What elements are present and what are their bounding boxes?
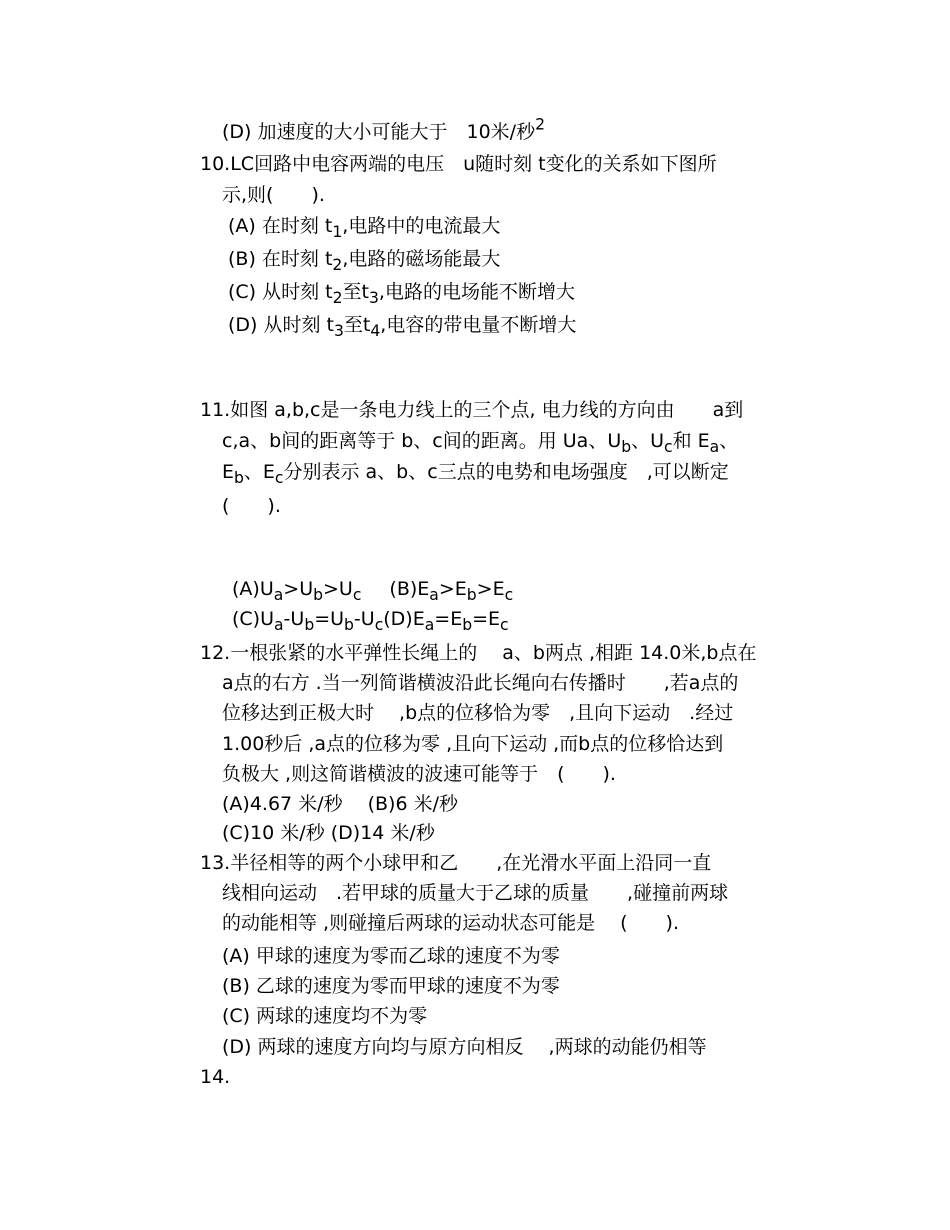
q10-option-c: (C) 从时刻 $t_2$至$t_3$,电路的电场能不断增大 xyxy=(228,281,575,307)
q12-options-row1: (A)4.67 米/秒 (B)6 米/秒 xyxy=(222,793,458,815)
q14-label: 14. xyxy=(200,1066,231,1088)
q10-stem-line2: 示,则( ). xyxy=(222,184,325,206)
q13-option-b: (B) 乙球的速度为零而甲球的速度不为零 xyxy=(222,975,560,997)
q9-option-d: (D) 加速度的大小可能大于 10米/秒$^2$ xyxy=(222,115,545,143)
q12-stem-line5: 负极大 ,则这简谐横波的波速可能等于 ( ). xyxy=(222,763,616,785)
q12-stem-line4: 1.00秒后 ,a点的位移为零 ,且向下运动 ,而b点的位移恰达到 xyxy=(222,733,724,755)
q11-stem-line2: c,a、b间的距离等于 b、c间的距离。用 Ua、$U_b$、$U_c$和 $E_a$、 xyxy=(222,430,739,456)
q11-option-d: $(D)E_a=E_b=E_c$ xyxy=(383,608,509,634)
q12-stem-line3: 位移达到正极大时 ,b点的位移恰为零 ,且向下运动 .经过 xyxy=(222,702,734,724)
q11-stem-line3: $E_b$、$E_c$分别表示 a、b、c三点的电势和电场强度 ,可以断定 xyxy=(222,461,729,487)
q11-stem-line4: ( ). xyxy=(222,495,281,517)
q11-option-b: $(B)E_a>E_b>E_c$ xyxy=(389,578,514,604)
q13-option-d: (D) 两球的速度方向均与原方向相反 ,两球的动能仍相等 xyxy=(222,1036,707,1058)
q13-option-a: (A) 甲球的速度为零而乙球的速度不为零 xyxy=(222,945,560,967)
q12-options-row2: (C)10 米/秒 (D)14 米/秒 xyxy=(222,822,435,844)
q10-option-a: (A) 在时刻 $t_1$,电路中的电流最大 xyxy=(228,215,501,241)
q10-option-b: (B) 在时刻 $t_2$,电路的磁场能最大 xyxy=(228,248,501,274)
q11-option-c: $(C)U_a-U_b=U_b-U_c$ xyxy=(232,608,384,634)
q11-stem-line1: 11.如图 a,b,c是一条电力线上的三个点, 电力线的方向由 a到 xyxy=(200,399,744,421)
q13-stem-line3: 的动能相等 ,则碰撞后两球的运动状态可能是 ( ). xyxy=(222,912,679,934)
q13-stem-line1: 13.半径相等的两个小球甲和乙 ,在光滑水平面上沿同一直 xyxy=(200,852,712,874)
q11-option-a: $(A)U_a>U_b>U_c$ xyxy=(232,578,362,604)
q12-stem-line1: 12.一根张紧的水平弹性长绳上的 a、b两点 ,相距 14.0米,b点在 xyxy=(200,642,757,664)
q13-stem-line2: 线相向运动 .若甲球的质量大于乙球的质量 ,碰撞前两球 xyxy=(222,882,729,904)
q11-options-row1 xyxy=(232,578,514,604)
q10-stem-line1: 10.LC回路中电容两端的电压 u随时刻 t变化的关系如下图所 xyxy=(200,153,717,175)
q11-options-row2 xyxy=(232,608,509,634)
q12-stem-line2: a点的右方 .当一列简谐横波沿此长绳向右传播时 ,若a点的 xyxy=(222,672,739,694)
q13-option-c: (C) 两球的速度均不为零 xyxy=(222,1005,428,1027)
q10-option-d: (D) 从时刻 $t_3$至$t_4$,电容的带电量不断增大 xyxy=(228,314,577,340)
